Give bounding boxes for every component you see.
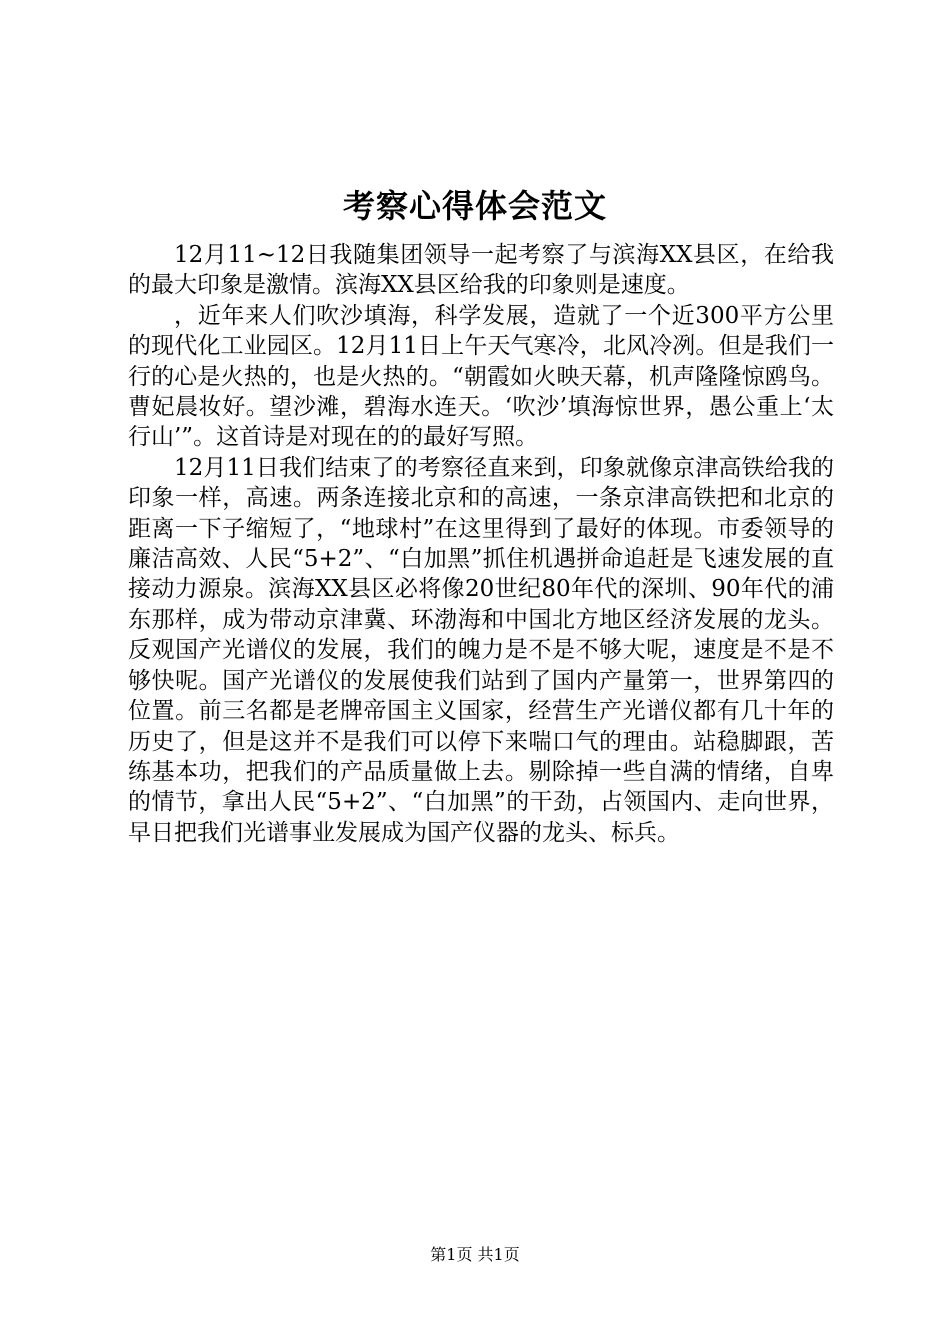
paragraph-2: ，近年来人们吹沙填海，科学发展，造就了一个近300平方公里的现代化工业园区。12月11日上午天气寒冷，北风冷冽。但是我们一行的心是火热的，也是火热的。“朝霞如火映天幕，机声隆隆惊鸥鸟。曹妃晨妆好。望沙滩，碧海水连天。‘吹沙’填海惊世界，愚公重上‘太行山’”。这首诗是对现在的的最好写照。 xyxy=(128,302,834,451)
document-title: 考察心得体会范文 xyxy=(342,187,607,225)
page-number-footer: 第1页 共1页 xyxy=(430,1245,520,1264)
paragraph-3: 12月11日我们结束了的考察径直来到，印象就像京津高铁给我的印象一样，高速。两条连接北京和的高速，一条京津高铁把和北京的距离一下子缩短了，“地球村”在这里得到了最好的体现。市委领导的廉洁高效、人民“5+2”、“白加黑”抓住机遇拼命追赶是飞速发展的直接动力源泉。滨海XX县区必将像20世纪80年代的深圳、90年代的浦东那样，成为带动京津冀、环渤海和中国北方地区经济发展的龙头。反观国产光谱仪的发展，我们的魄力是不是不够大呢，速度是不是不够快呢。国产光谱仪的发展使我们站到了国内产量第一，世界第四的位置。前三名都是老牌帝国主义国家，经营生产光谱仪都有几十年的历史了，但是这并不是我们可以停下来喘口气的理由。站稳脚跟，苦练基本功，把我们的产品质量做上去。剔除掉一些自满的情绪，自卑的情节，拿出人民“5+2”、“白加黑”的干劲，占领国内、走向世界，早日把我们光谱事业发展成为国产仪器的龙头、标兵。 xyxy=(128,454,834,846)
document-body xyxy=(128,240,834,848)
paragraph-1: 12月11~12日我随集团领导一起考察了与滨海XX县区，在给我的最大印象是激情。滨海XX县区给我的印象则是速度。 xyxy=(128,242,834,299)
